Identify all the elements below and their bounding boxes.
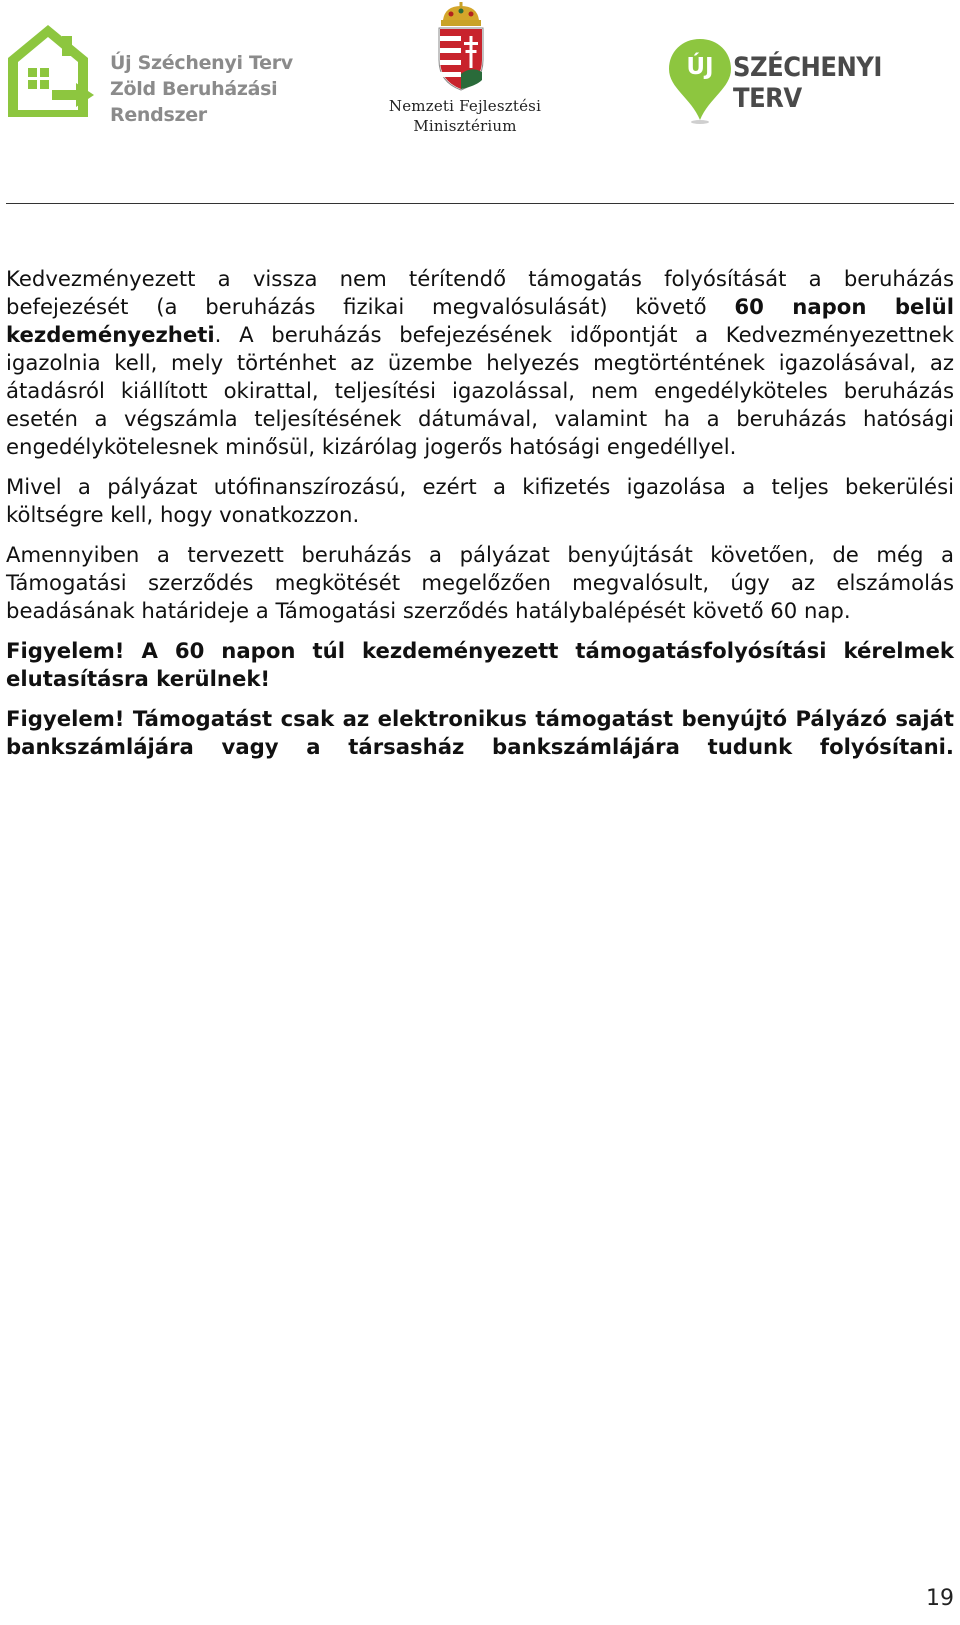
logo-right-badge: ÚJ: [686, 54, 714, 80]
warning-60-days: Figyelem! A 60 napon túl kezdeményezett támogatásfolyósítási kérelmek elutasításra kerülnek!: [6, 638, 954, 691]
green-house-icon: [2, 22, 102, 122]
logo-right-text: SZÉCHENYI TERV: [733, 52, 882, 114]
document-header: [0, 0, 960, 140]
logo-left-line3: Rendszer: [110, 104, 207, 126]
paragraph-disbursement-initiation: [6, 265, 954, 461]
header-divider: [6, 203, 954, 204]
hungarian-coat-of-arms-icon: [431, 2, 491, 92]
page-number: 19: [926, 1586, 954, 1611]
logo-left-line1: Új Széchenyi Terv: [110, 52, 293, 74]
paragraph-1-bold-deadline: 60 napon belül kezdeményezheti: [6, 294, 954, 347]
paragraph-settlement-deadline: Amennyiben a tervezett beruházás a pályázat benyújtását követően, de még a Támogatási szerződés megkötését megelőzően megvalósult, úgy az elszámolás beadásának határideje a Támogatási szerződés hatálybalépését követő 60 nap.: [6, 542, 954, 623]
logo-mid-line2: Minisztérium: [413, 117, 517, 135]
nfm-logo: [375, 0, 565, 140]
paragraph-1-text-c: . A beruházás befejezésének időpontját a Kedvezményezettnek igazolnia kell, mely történhet az üzembe helyezés megtörténtének igazolásával, az átadásról kiállított okirattal, teljesítési igazolással, nem engedélyköteles beruházás esetén a végszámla teljesítésének dátumával, valamint ha a beruházás hatósági engedélykötelesnek minősül, kizárólag jogerős hatósági engedéllyel.: [6, 322, 954, 459]
map-pin-icon: [665, 36, 735, 126]
paragraph-1-text-a: Kedvezményezett a vissza nem térítendő támogatás folyósítását a beruházás befejezését (a beruházás fizikai megvalósulását) követő: [6, 266, 954, 319]
warning-bank-account: Figyelem! Támogatást csak az elektronikus támogatást benyújtó Pályázó saját bankszámlájára vagy a társasház bankszámlájára tudunk folyósítani.: [6, 706, 954, 759]
uj-szechenyi-terv-logo: [665, 36, 955, 126]
logo-left-line2: Zöld Beruházási: [110, 78, 278, 100]
uszt-zbr-logo: [2, 22, 302, 132]
logo-mid-line1: Nemzeti Fejlesztési: [388, 97, 542, 115]
paragraph-post-financing: Mivel a pályázat utófinanszírozású, ezért a kifizetés igazolása a teljes bekerülési költségre kell, hogy vonatkozzon.: [6, 474, 954, 527]
document-body: [6, 265, 954, 773]
